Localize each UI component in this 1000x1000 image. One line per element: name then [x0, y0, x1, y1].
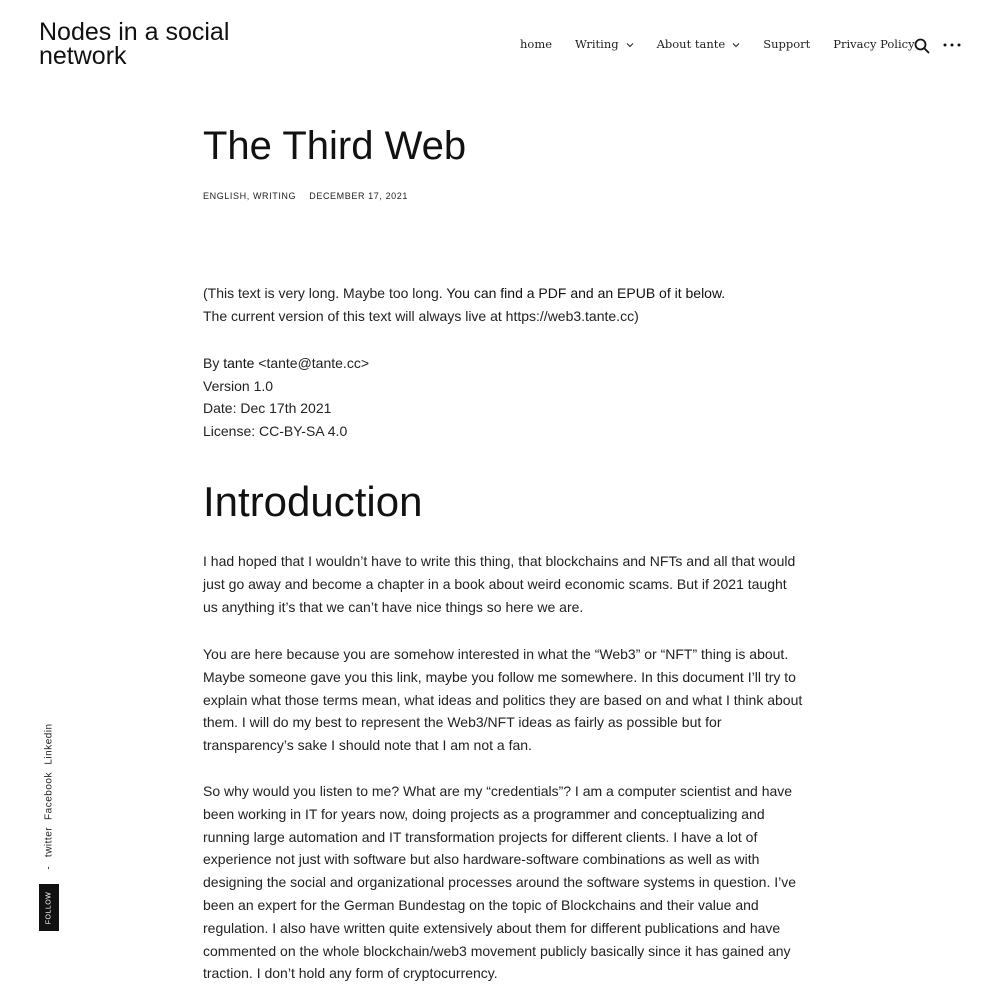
nav-item-label: About tante	[656, 37, 726, 51]
paragraph: You are here because you are somehow interested in what the “Web3” or “NFT” thing is about. Maybe someone gave you this link, maybe you follow me somewhere. In this document I’ll try to explain what those terms mean, what ideas and politics they are based on and what I think about them. I will do my best to represent the Web3/NFT ideas as fairly as possible but for transparency’s sake I should note that I am not a fan.	[203, 646, 803, 754]
date-line: Date: Dec 17th 2021	[203, 400, 332, 416]
pdf-epub-link[interactable]: You can find a PDF and an EPUB of it below.	[446, 285, 726, 301]
nav-item-label: Privacy Policy	[833, 37, 915, 51]
byline-author-line	[203, 352, 369, 375]
nav-item-about-tante[interactable]	[657, 37, 741, 51]
site-title[interactable]: Nodes in a social network	[39, 18, 230, 70]
social-follow-bar	[39, 722, 59, 932]
intro-note	[203, 282, 823, 327]
nav-item-writing[interactable]	[575, 37, 634, 51]
category-separator: ,	[246, 191, 250, 201]
intro-line-1	[203, 282, 823, 305]
nav-item-label: Support	[763, 37, 811, 51]
nav-item-privacy-policy[interactable]	[833, 37, 914, 51]
nav-item-home[interactable]	[520, 37, 552, 51]
category-link-writing[interactable]: WRITING	[252, 191, 297, 201]
social-separator: -	[43, 866, 55, 870]
post-date: DECEMBER 17, 2021	[309, 191, 408, 201]
main-navigation	[520, 37, 915, 51]
nav-item-support[interactable]	[763, 37, 810, 51]
category-link-english[interactable]: ENGLISH	[203, 191, 247, 201]
chevron-down-icon	[732, 37, 740, 51]
byline-prefix: By	[203, 355, 224, 371]
paragraph: I had hoped that I wouldn’t have to write this thing, that blockchains and NFTs and all that would just go away and become a chapter in a book about weird economic scams. But if 2021 taught us anything it’s that we can’t have nice things so here we are.	[203, 553, 796, 615]
follow-label	[39, 884, 59, 931]
paragraph: So why would you listen to me? What are my “credentials”? I am a computer scientist and have been working in IT for years now, doing projects as a programmer and conceptualizing and running large automation and IT transformation projects for different clients. I have a lot of experience not just with software but also hardware-software combinations as well as with designing the social and organizational processes around the software systems in question. I’ve been an expert for the German Bundestag on the topic of Blockchains and their value and regulation. I also have written quite extensively about them for different publications and have commented on the whole blockchain/web3 movement publicly basically since it has gained any traction. I don’t hold any form of cryptocurrency.	[203, 783, 797, 982]
author-email: <tante@tante.cc>	[254, 355, 369, 371]
nav-item-label: Writing	[575, 37, 619, 51]
social-link-twitter[interactable]: twitter	[43, 826, 55, 858]
search-icon[interactable]	[914, 38, 930, 54]
section-heading-introduction: Introduction	[203, 478, 423, 525]
post-meta	[203, 191, 408, 201]
social-link-facebook[interactable]: Facebook	[43, 772, 55, 820]
author-link[interactable]: tante	[223, 355, 255, 371]
social-link-linkedin[interactable]: Linkedin	[43, 723, 55, 765]
chevron-down-icon	[626, 37, 634, 51]
intro-line-2: The current version of this text will always live at https://web3.tante.cc)	[203, 307, 639, 324]
intro-text: (This text is very long. Maybe too long.	[203, 285, 447, 301]
follow-label-text: FOLLOW	[45, 891, 53, 924]
license-line: License: CC-BY-SA 4.0	[203, 422, 348, 439]
byline	[203, 352, 369, 442]
version-line: Version 1.0	[203, 377, 274, 394]
post-title: The Third Web	[203, 124, 467, 168]
more-horizontal-icon[interactable]	[942, 37, 962, 53]
nav-item-label: home	[520, 37, 553, 51]
